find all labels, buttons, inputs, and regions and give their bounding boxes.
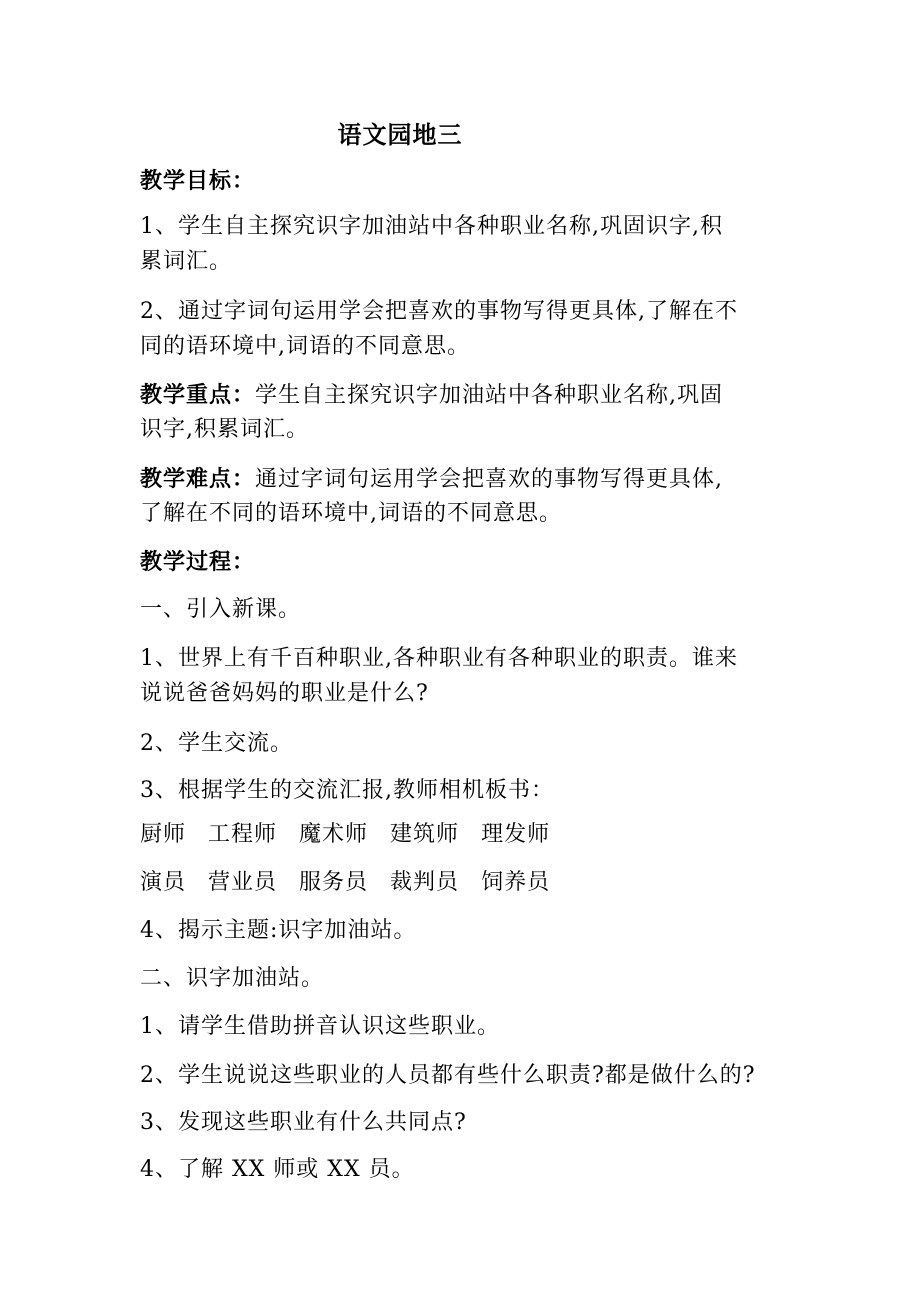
difficulty-paragraph	[140, 462, 790, 497]
page-title: 语文园地三	[337, 120, 463, 149]
job-item: 厨师	[140, 822, 187, 847]
goal-item-2-line-1: 2、通过字词句运用学会把喜欢的事物写得更具体,了解在不	[140, 299, 738, 324]
job-item: 魔术师	[299, 822, 369, 847]
difficulty-text-line-2: 了解在不同的语环境中,词语的不同意思。	[140, 501, 562, 526]
difficulty-label: 教学难点：	[140, 466, 256, 492]
job-item: 营业员	[208, 870, 278, 895]
focus-label: 教学重点：	[140, 382, 256, 408]
part2-step2: 2、学生说说这些职业的人员都有些什么职责?都是做什么的?	[140, 1063, 756, 1088]
focus-paragraph	[140, 378, 790, 413]
part2-step1: 1、请学生借助拼音认识这些职业。	[140, 1014, 500, 1039]
job-item: 演员	[140, 870, 187, 895]
focus-text-line-2: 识字,积累词汇。	[140, 417, 309, 442]
part2-heading: 二、识字加油站。	[140, 966, 325, 991]
job-item: 理发师	[481, 822, 551, 847]
jobs-row-1	[140, 818, 790, 852]
job-item: 裁判员	[390, 870, 460, 895]
part1-step1-line-2: 说说爸爸妈妈的职业是什么?	[140, 681, 429, 706]
job-item: 工程师	[208, 822, 278, 847]
jobs-row-2	[140, 866, 790, 900]
goal-item-1-line-1: 1、学生自主探究识字加油站中各种职业名称,巩固识字,积	[140, 214, 723, 239]
job-item: 建筑师	[390, 822, 460, 847]
part2-step3: 3、发现这些职业有什么共同点?	[140, 1110, 467, 1135]
part1-heading: 一、引入新课。	[140, 597, 302, 622]
process-heading: 教学过程：	[140, 549, 256, 575]
part1-step3: 3、根据学生的交流汇报,教师相机板书：	[140, 778, 554, 803]
goals-heading: 教学目标：	[140, 168, 256, 194]
goal-item-1-line-2: 累词汇。	[140, 249, 233, 274]
part1-step4: 4、揭示主题:识字加油站。	[140, 918, 417, 943]
goal-item-2-line-2: 同的语环境中,词语的不同意思。	[140, 334, 470, 359]
job-item: 服务员	[299, 870, 369, 895]
job-item: 饲养员	[481, 870, 551, 895]
part2-step4: 4、了解 XX 师或 XX 员。	[140, 1157, 415, 1182]
focus-text-line-1: 学生自主探究识字加油站中各种职业名称,巩固	[255, 383, 724, 408]
part1-step2: 2、学生交流。	[140, 731, 293, 756]
part1-step1-line-1: 1、世界上有千百种职业,各种职业有各种职业的职责。谁来	[140, 646, 738, 671]
difficulty-text-line-1: 通过字词句运用学会把喜欢的事物写得更具体,	[255, 467, 724, 492]
